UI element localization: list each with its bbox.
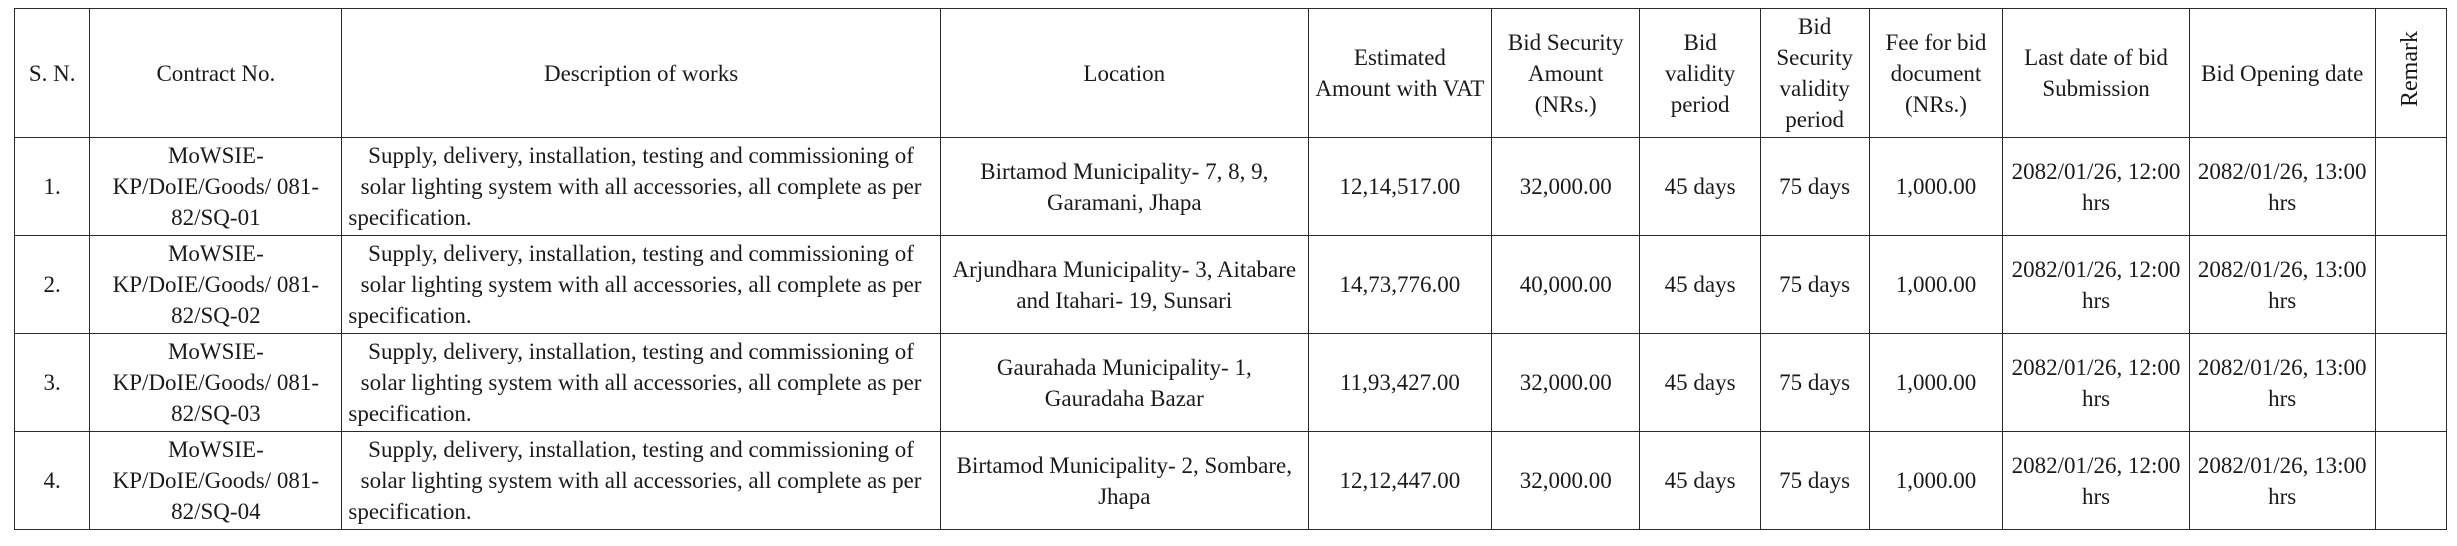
cell-bid-security-validity: 75 days <box>1760 138 1869 236</box>
cell-bid-security-validity: 75 days <box>1760 236 1869 334</box>
cell-remark <box>2375 432 2446 530</box>
table-header-row <box>15 9 2447 138</box>
header-estimated-amount: Estimated Amount with VAT <box>1308 9 1491 138</box>
header-opening-date: Bid Opening date <box>2189 9 2375 138</box>
cell-opening-date: 2082/01/26, 13:00 hrs <box>2189 334 2375 432</box>
header-sn: S. N. <box>15 9 90 138</box>
header-fee: Fee for bid document (NRs.) <box>1869 9 2003 138</box>
cell-estimated-amount: 12,14,517.00 <box>1308 138 1491 236</box>
cell-estimated-amount: 14,73,776.00 <box>1308 236 1491 334</box>
cell-fee: 1,000.00 <box>1869 236 2003 334</box>
cell-last-date: 2082/01/26, 12:00 hrs <box>2003 432 2189 530</box>
cell-opening-date: 2082/01/26, 13:00 hrs <box>2189 236 2375 334</box>
cell-opening-date: 2082/01/26, 13:00 hrs <box>2189 138 2375 236</box>
header-bid-validity: Bid validity period <box>1640 9 1760 138</box>
header-remark <box>2375 9 2446 138</box>
cell-last-date: 2082/01/26, 12:00 hrs <box>2003 334 2189 432</box>
clipped-preceding-text <box>60 0 66 8</box>
header-remark-label: Remark <box>2397 31 2424 107</box>
tender-notice-table <box>14 8 2447 530</box>
cell-bid-security-amount: 32,000.00 <box>1491 138 1640 236</box>
cell-sn: 1. <box>15 138 90 236</box>
table-row <box>15 334 2447 432</box>
cell-description: Supply, delivery, installation, testing and commissioning of solar lighting system with all accessories, all complete as per specification. <box>342 334 940 432</box>
cell-last-date: 2082/01/26, 12:00 hrs <box>2003 236 2189 334</box>
cell-estimated-amount: 12,12,447.00 <box>1308 432 1491 530</box>
cell-bid-security-validity: 75 days <box>1760 334 1869 432</box>
header-last-date: Last date of bid Submission <box>2003 9 2189 138</box>
cell-description: Supply, delivery, installation, testing and commissioning of solar lighting system with all accessories, all complete as per specification. <box>342 236 940 334</box>
cell-description: Supply, delivery, installation, testing and commissioning of solar lighting system with all accessories, all complete as per specification. <box>342 432 940 530</box>
cell-remark <box>2375 334 2446 432</box>
cell-contract-no: MoWSIE-KP/DoIE/Goods/ 081-82/SQ-01 <box>90 138 342 236</box>
cell-location: Birtamod Municipality- 2, Sombare, Jhapa <box>940 432 1308 530</box>
cell-description: Supply, delivery, installation, testing and commissioning of solar lighting system with all accessories, all complete as per specification. <box>342 138 940 236</box>
cell-location: Birtamod Municipality- 7, 8, 9, Garamani, Jhapa <box>940 138 1308 236</box>
cell-bid-validity: 45 days <box>1640 334 1760 432</box>
cell-bid-validity: 45 days <box>1640 236 1760 334</box>
cell-sn: 3. <box>15 334 90 432</box>
header-bid-security-amount: Bid Security Amount (NRs.) <box>1491 9 1640 138</box>
cell-bid-validity: 45 days <box>1640 138 1760 236</box>
cell-contract-no: MoWSIE-KP/DoIE/Goods/ 081-82/SQ-02 <box>90 236 342 334</box>
cell-bid-security-validity: 75 days <box>1760 432 1869 530</box>
cell-location: Gaurahada Municipality- 1, Gauradaha Bazar <box>940 334 1308 432</box>
cell-remark <box>2375 236 2446 334</box>
cell-contract-no: MoWSIE-KP/DoIE/Goods/ 081-82/SQ-03 <box>90 334 342 432</box>
header-contract-no: Contract No. <box>90 9 342 138</box>
cell-bid-security-amount: 32,000.00 <box>1491 432 1640 530</box>
cell-contract-no: MoWSIE-KP/DoIE/Goods/ 081-82/SQ-04 <box>90 432 342 530</box>
cell-sn: 4. <box>15 432 90 530</box>
cell-opening-date: 2082/01/26, 13:00 hrs <box>2189 432 2375 530</box>
header-bid-security-validity: Bid Security validity period <box>1760 9 1869 138</box>
cell-estimated-amount: 11,93,427.00 <box>1308 334 1491 432</box>
cell-remark <box>2375 138 2446 236</box>
cell-sn: 2. <box>15 236 90 334</box>
cell-fee: 1,000.00 <box>1869 334 2003 432</box>
cell-bid-security-amount: 40,000.00 <box>1491 236 1640 334</box>
table-row <box>15 138 2447 236</box>
cell-bid-validity: 45 days <box>1640 432 1760 530</box>
table-row <box>15 236 2447 334</box>
table-row <box>15 432 2447 530</box>
cell-fee: 1,000.00 <box>1869 432 2003 530</box>
cell-fee: 1,000.00 <box>1869 138 2003 236</box>
cell-last-date: 2082/01/26, 12:00 hrs <box>2003 138 2189 236</box>
cell-bid-security-amount: 32,000.00 <box>1491 334 1640 432</box>
header-description: Description of works <box>342 9 940 138</box>
cell-location: Arjundhara Municipality- 3, Aitabare and Itahari- 19, Sunsari <box>940 236 1308 334</box>
header-location: Location <box>940 9 1308 138</box>
